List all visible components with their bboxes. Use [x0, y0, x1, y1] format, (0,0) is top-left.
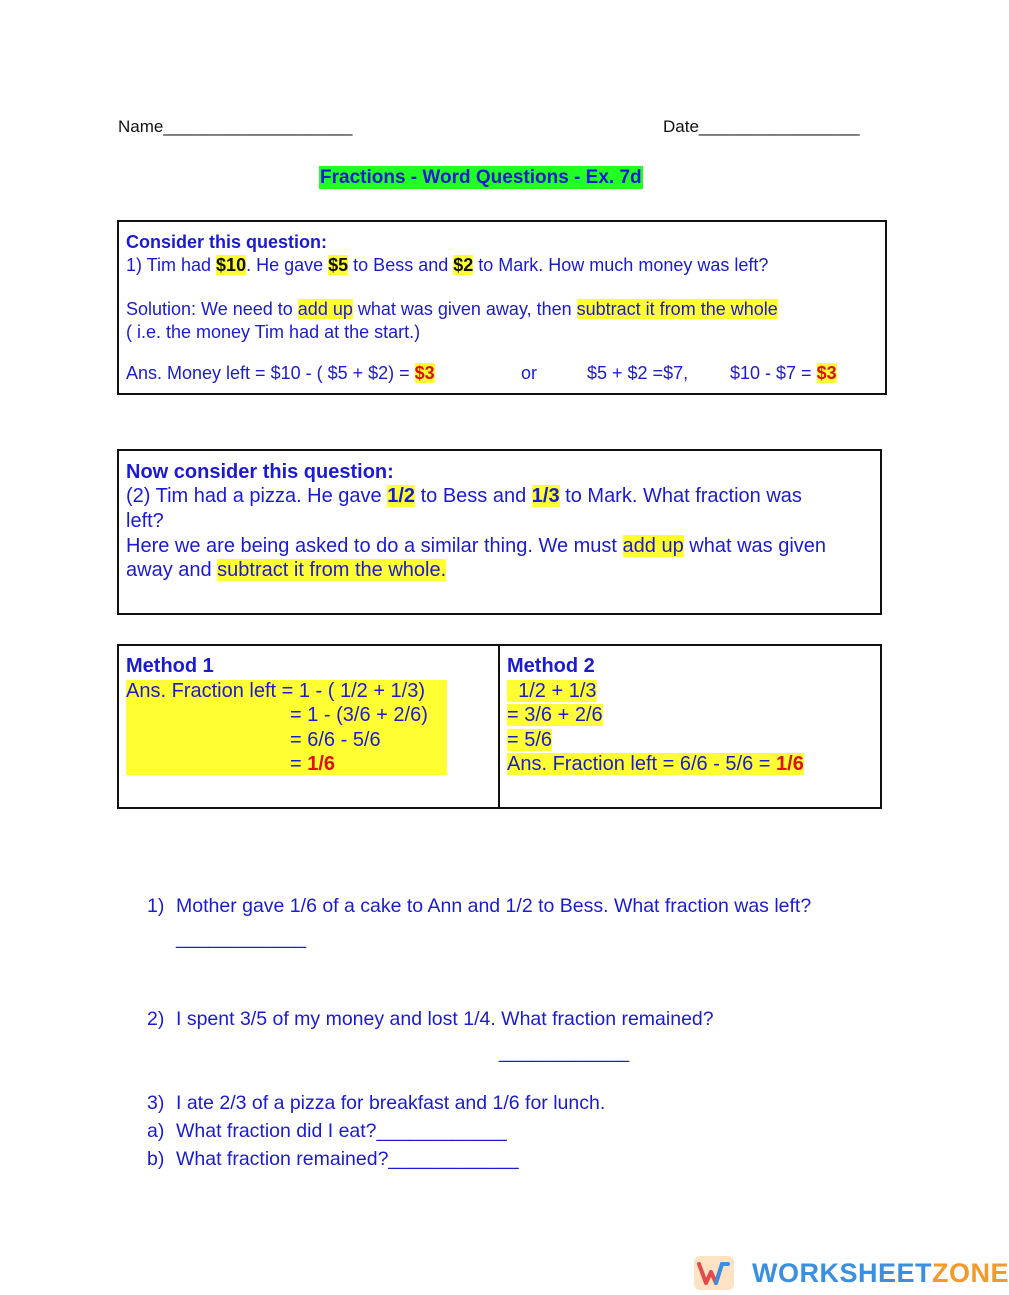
question-2-number: 2) — [147, 1008, 165, 1030]
alt-calc-2 — [730, 362, 837, 385]
brand-worksheet: WORKSHEET — [752, 1258, 932, 1288]
question-3b-text[interactable]: What fraction remained?____________ — [176, 1148, 519, 1170]
text: to Bess and — [348, 255, 454, 275]
method-1-line-2: = 1 - (3/6 + 2/6) — [290, 704, 428, 726]
text: $10 - $7 = — [730, 363, 817, 383]
method-1-heading: Method 1 — [126, 655, 214, 677]
text: Solution: We need to — [126, 299, 298, 319]
worksheetzone-brand — [752, 1258, 1009, 1289]
example-1-question — [126, 254, 768, 277]
text: 1) Tim had — [126, 255, 217, 275]
question-1-number: 1) — [147, 895, 165, 917]
text: (2) Tim had a pizza. He gave — [126, 485, 388, 507]
fraction-third: 1/3 — [531, 485, 560, 507]
or-label: or — [521, 363, 538, 383]
text: away and — [126, 559, 218, 581]
method-2-line-4 — [507, 752, 804, 777]
example-2-question — [126, 484, 802, 509]
example-2-heading: Now consider this question: — [126, 461, 394, 483]
question-1-text: Mother gave 1/6 of a cake to Ann and 1/2 to Bess. What fraction was left? — [176, 895, 812, 917]
text: what was given away, then — [352, 299, 577, 319]
highlight-add-up: add up — [297, 299, 353, 319]
example-1-heading: Consider this question: — [126, 232, 328, 252]
text: . He gave — [246, 255, 329, 275]
amount-5: $5 — [328, 255, 349, 275]
methods-divider — [498, 644, 500, 809]
question-3-number: 3) — [147, 1092, 165, 1114]
method-2-line-2 — [507, 703, 603, 728]
text: Ans. Fraction left = 6/6 - 5/6 = — [507, 753, 777, 775]
name-field: Name____________________ — [118, 117, 353, 136]
example-1-solution — [126, 298, 778, 321]
amount-2: $2 — [453, 255, 474, 275]
example-2-explanation — [126, 534, 826, 559]
method-1-line-1: Ans. Fraction left = 1 - ( 1/2 + 1/3) — [126, 680, 426, 702]
worksheet-title: Fractions - Word Questions - Ex. 7d — [320, 167, 642, 188]
question-3-text: I ate 2/3 of a pizza for breakfast and 1/6 for lunch. — [176, 1092, 606, 1114]
method-2-heading: Method 2 — [507, 655, 595, 677]
question-3a-text[interactable]: What fraction did I eat?____________ — [176, 1120, 507, 1142]
alt-calc-1: $5 + $2 =$7, — [587, 363, 689, 383]
question-2-answer-blank[interactable]: ____________ — [499, 1041, 630, 1063]
question-3b-label: b) — [147, 1148, 165, 1170]
answer-value: 1/6 — [307, 753, 336, 775]
text: = 5/6 — [507, 729, 553, 751]
method-1-line-4 — [290, 752, 335, 777]
highlight-subtract: subtract it from the whole. — [217, 559, 447, 581]
fraction-half: 1/2 — [387, 485, 416, 507]
text: = 3/6 + 2/6 — [507, 704, 603, 726]
date-field: Date_________________ — [663, 117, 860, 136]
amount-10: $10 — [216, 255, 247, 275]
method-2-line-1 — [507, 679, 597, 704]
answer-value: 1/6 — [776, 753, 804, 775]
text: = — [290, 753, 308, 775]
question-1-answer-blank[interactable]: ____________ — [176, 927, 307, 949]
answer-value: $3 — [816, 363, 837, 383]
question-3a-label: a) — [147, 1120, 165, 1142]
example-1-solution-line2: ( i.e. the money Tim had at the start.) — [126, 322, 421, 342]
highlight-subtract: subtract it from the whole — [576, 299, 778, 319]
answer-value: $3 — [414, 363, 435, 383]
method-1-line-3: = 6/6 - 5/6 — [290, 729, 381, 751]
text: to Bess and — [415, 485, 532, 507]
question-2-text: I spent 3/5 of my money and lost 1/4. What fraction remained? — [176, 1008, 714, 1030]
example-1-answer — [126, 362, 435, 385]
worksheetzone-logo-icon — [694, 1256, 734, 1290]
text: to Mark. How much money was left? — [473, 255, 769, 275]
brand-zone: ZONE — [932, 1258, 1009, 1288]
text: 1/2 + 1/3 — [507, 680, 597, 702]
method-2-line-3 — [507, 728, 552, 753]
highlight-add-up: add up — [622, 535, 684, 557]
text: to Mark. What fraction was — [559, 485, 802, 507]
text: Here we are being asked to do a similar thing. We must — [126, 535, 623, 557]
text: Ans. Money left = $10 - ( $5 + $2) = — [126, 363, 415, 383]
example-2-explanation-line2 — [126, 558, 446, 583]
example-2-question-line2: left? — [126, 510, 164, 532]
text: what was given — [683, 535, 827, 557]
